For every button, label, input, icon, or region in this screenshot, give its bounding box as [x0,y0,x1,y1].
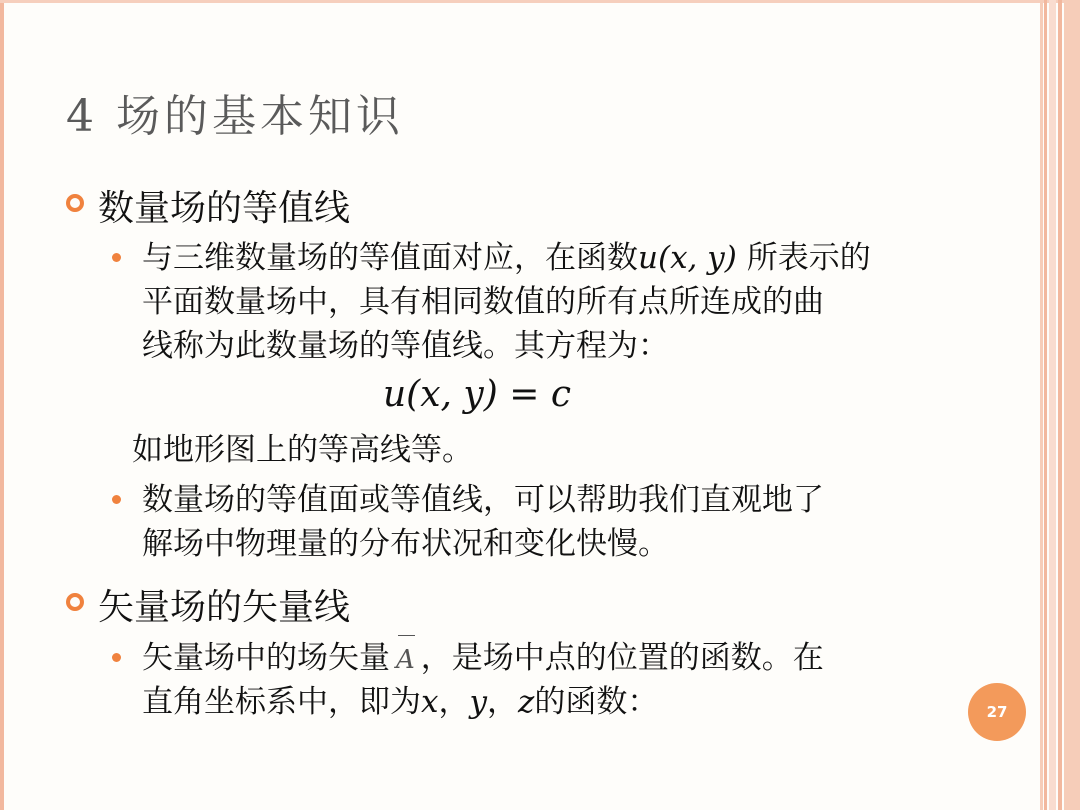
contour-equation: u(x, y) = c [383,374,572,415]
vector-symbol-a: A [396,638,415,682]
frame-right-stripe-1 [1040,0,1043,810]
frame-right-stripe-3 [1049,0,1056,810]
frame-right-stripe-5 [1064,0,1080,810]
note-topographic-map: 如地形图上的等高线等。 [132,432,473,468]
text-line: 矢量场中的场矢量 A ，是场中点的位置的函数。在 [142,636,824,680]
text-line: 线称为此数量场的等值线。其方程为： [142,328,669,364]
frame-right-stripe-2 [1044,0,1047,810]
frame-right-stripe-4 [1058,0,1062,810]
text-line: 解场中物理量的分布状况和变化快慢。 [142,526,669,562]
text-line: 直角坐标系中，即为x，y，z的函数： [142,684,659,720]
circle-bullet-icon [66,593,84,611]
paragraph-vector-field [142,636,824,724]
variable-x: x [421,684,439,720]
paragraph-contour-definition [142,236,871,368]
text-line: 与三维数量场的等值面对应，在函数u(x, y) 所表示的 [142,240,871,276]
math-arguments: (x, y) [657,240,737,276]
page-number-badge: 27 [968,683,1026,741]
frame-top-stripe [0,0,1080,3]
text-line: 平面数量场中，具有相同数值的所有点所连成的曲 [142,284,824,320]
slide-title: 4 场的基本知识 [66,91,404,142]
math-function-u: u [638,240,658,276]
frame-left-stripe [0,0,4,810]
dot-bullet-icon [112,253,121,262]
section-heading-contour-lines: 数量场的等值线 [98,188,351,229]
circle-bullet-icon [66,194,84,212]
dot-bullet-icon [112,653,121,662]
text-line: 数量场的等值面或等值线，可以帮助我们直观地了 [142,482,824,518]
section-heading-vector-lines: 矢量场的矢量线 [98,587,351,628]
dot-bullet-icon [112,495,121,504]
variable-y: y [469,684,487,720]
variable-z: z [518,684,535,720]
paragraph-contour-purpose [142,478,824,566]
